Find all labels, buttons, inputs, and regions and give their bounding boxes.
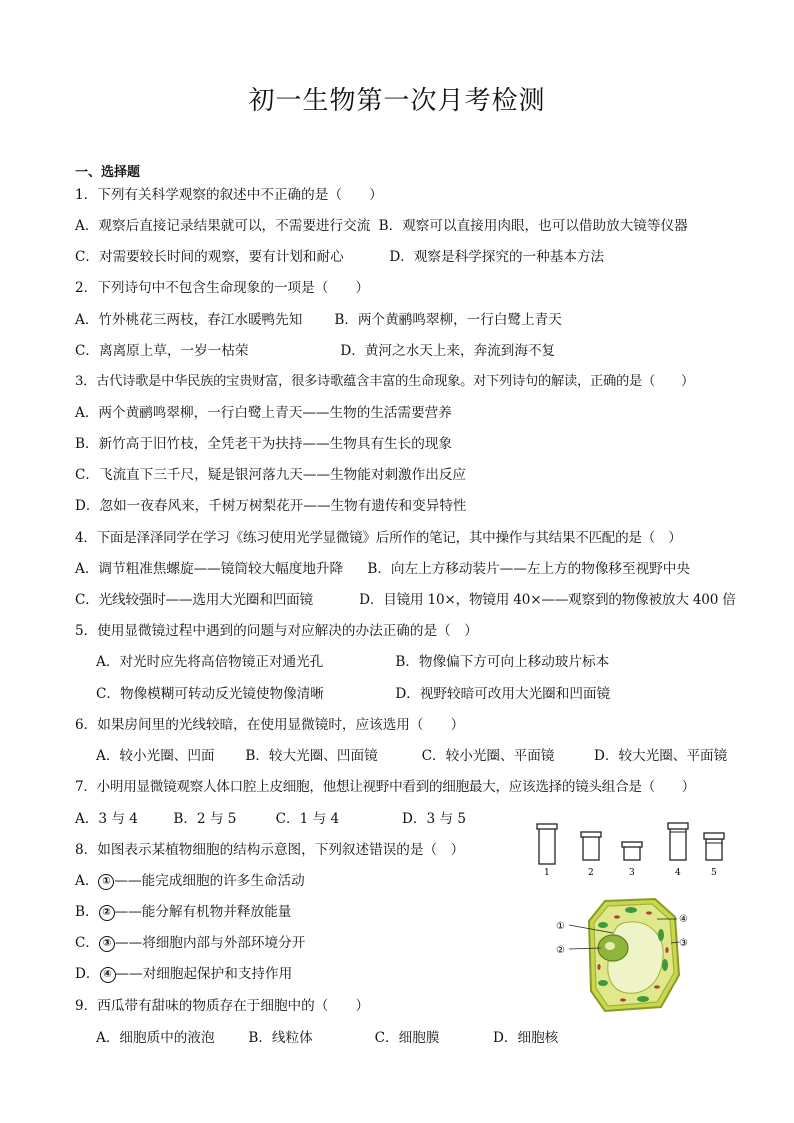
lens-4-icon xyxy=(668,823,688,860)
plant-cell-figure xyxy=(553,895,698,1015)
lens-2-icon xyxy=(581,832,601,860)
nucleolus xyxy=(605,942,615,950)
lens-5-icon xyxy=(704,833,724,860)
mitochondrion xyxy=(654,985,660,988)
chloroplast xyxy=(625,907,637,913)
question-9-stem: 9．西瓜带有甜味的物质存在于细胞中的（ ） xyxy=(75,998,370,1014)
question-3-option-b[interactable]: B．新竹高于旧竹枝，全凭老干为扶持——生物具有生长的现象 xyxy=(75,436,453,452)
question-2-option-a[interactable]: A．竹外桃花三两枝，春江水暖鸭先知 xyxy=(75,312,303,328)
lens-label-2: 2 xyxy=(588,868,594,878)
mitochondrion xyxy=(665,947,668,953)
marker-3: ③ xyxy=(99,936,115,952)
question-7-stem: 7．小明用显微镜观察人体口腔上皮细胞，他想让视野中看到的细胞最大，应该选择的镜头组合是（ ） xyxy=(75,779,695,795)
question-9-option-a[interactable]: A．细胞质中的液泡 xyxy=(96,1030,215,1046)
question-9-option-d[interactable]: D．细胞核 xyxy=(492,1030,559,1046)
question-1-stem: 1．下列有关科学观察的叙述中不正确的是（ ） xyxy=(75,187,383,203)
lens-1-icon xyxy=(537,824,557,864)
question-8-option-c[interactable] xyxy=(75,934,305,952)
lens-label-3: 3 xyxy=(629,868,635,878)
question-5-option-d[interactable]: D．视野较暗可改用大光圈和凹面镜 xyxy=(395,686,611,702)
section-heading: 一、选择题 xyxy=(75,165,141,180)
question-5-options-row2 xyxy=(96,685,610,703)
marker-4: ④ xyxy=(100,967,116,983)
question-7-option-b[interactable]: B．2 与 5 xyxy=(173,811,237,827)
question-1-options-row1 xyxy=(75,217,688,235)
lens-label-1: 1 xyxy=(544,868,550,878)
chloroplast xyxy=(658,929,664,941)
mitochondrion xyxy=(597,964,600,970)
question-4-option-d[interactable]: D．目镜用 10×，物镜用 40×——观察到的物像被放大 400 倍 xyxy=(359,592,736,608)
question-8-option-d[interactable] xyxy=(75,965,292,983)
question-2-option-c[interactable]: C．离离原上草，一岁一枯荣 xyxy=(75,343,249,359)
question-8-option-a[interactable] xyxy=(75,872,305,890)
question-6-options xyxy=(96,747,727,765)
option-text: ——能完成细胞的许多生命活动 xyxy=(114,873,305,889)
question-6-option-c[interactable]: C．较小光圈、平面镜 xyxy=(421,748,555,764)
question-8-option-b[interactable] xyxy=(75,903,291,921)
question-1-option-c[interactable]: C．对需要较长时间的观察，要有计划和耐心 xyxy=(75,249,344,265)
question-4-options-row1 xyxy=(75,560,690,578)
page-title: 初一生物第一次月考检测 xyxy=(248,86,546,116)
option-letter: A． xyxy=(75,873,99,889)
option-letter: C． xyxy=(75,935,99,951)
chloroplast xyxy=(662,959,668,971)
question-2-option-d[interactable]: D．黄河之水天上来，奔流到海不复 xyxy=(340,343,556,359)
option-letter: B． xyxy=(75,904,99,920)
question-7-option-c[interactable]: C．1 与 4 xyxy=(275,811,340,827)
question-9-option-c[interactable]: C．细胞膜 xyxy=(374,1030,440,1046)
mitochondrion xyxy=(614,915,620,918)
mitochondrion xyxy=(620,998,626,1001)
cell-label-2: ② xyxy=(556,945,565,956)
lens-label-4: 4 xyxy=(675,868,681,878)
question-6-option-b[interactable]: B．较大光圈、凹面镜 xyxy=(245,748,378,764)
question-6-stem: 6．如果房间里的光线较暗，在使用显微镜时，应该选用（ ） xyxy=(75,717,465,733)
question-4-stem: 4．下面是泽泽同学在学习《练习使用光学显微镜》后所作的笔记，其中操作与其结果不匹配的是（ ） xyxy=(75,530,682,546)
question-5-options-row1 xyxy=(96,653,609,671)
question-2-stem: 2．下列诗句中不包含生命现象的一项是（ ） xyxy=(75,280,370,296)
cell-label-1: ① xyxy=(556,921,565,932)
option-letter: D． xyxy=(75,966,100,982)
lens-figure xyxy=(535,822,735,880)
option-text: ——能分解有机物并释放能量 xyxy=(114,904,292,920)
question-4-option-b[interactable]: B．向左上方移动装片——左上方的物像移至视野中央 xyxy=(367,561,690,577)
question-5-option-b[interactable]: B．物像偏下方可向上移动玻片标本 xyxy=(395,654,610,670)
question-5-stem: 5．使用显微镜过程中遇到的问题与对应解决的办法正确的是（ ） xyxy=(75,623,478,639)
question-4-options-row2 xyxy=(75,591,736,609)
question-3-option-d[interactable]: D．忽如一夜春风来，千树万树梨花开——生物有遗传和变异特性 xyxy=(75,498,467,514)
question-7-option-d[interactable]: D．3 与 5 xyxy=(401,811,467,827)
question-9-option-b[interactable]: B．线粒体 xyxy=(248,1030,313,1046)
question-2-option-b[interactable]: B．两个黄鹂鸣翠柳，一行白鹭上青天 xyxy=(334,312,562,328)
chloroplast xyxy=(637,996,649,1002)
option-text: ——对细胞起保护和支持作用 xyxy=(115,966,293,982)
question-2-options-row2 xyxy=(75,342,555,360)
question-7-option-a[interactable]: A．3 与 4 xyxy=(75,811,138,827)
marker-2: ② xyxy=(99,905,115,921)
option-text: ——将细胞内部与外部环境分开 xyxy=(115,935,306,951)
marker-1: ① xyxy=(98,874,114,890)
question-2-options-row1 xyxy=(75,311,562,329)
cell-label-4: ④ xyxy=(679,914,688,925)
question-6-option-a[interactable]: A．较小光圈、凹面 xyxy=(96,748,215,764)
question-3-option-c[interactable]: C．飞流直下三千尺，疑是银河落九天——生物能对刺激作出反应 xyxy=(75,467,467,483)
question-5-option-c[interactable]: C．物像模糊可转动反光镜使物像清晰 xyxy=(96,686,324,702)
question-1-options-row2 xyxy=(75,248,604,266)
cell-label-3: ③ xyxy=(679,938,688,949)
question-7-options xyxy=(75,810,466,828)
question-5-option-a[interactable]: A．对光时应先将高倍物镜正对通光孔 xyxy=(96,654,324,670)
question-3-stem: 3．古代诗歌是中华民族的宝贵财富，很多诗歌蕴含丰富的生命现象。对下列诗句的解读，正确的是（ ） xyxy=(75,374,695,389)
question-1-option-a[interactable]: A．观察后直接记录结果就可以，不需要进行交流 xyxy=(75,218,371,234)
question-9-options xyxy=(96,1029,558,1047)
question-4-option-c[interactable]: C．光线较强时——选用大光圈和凹面镜 xyxy=(75,592,313,608)
question-3-option-a[interactable]: A．两个黄鹂鸣翠柳，一行白鹭上青天——生物的生活需要营养 xyxy=(75,405,452,421)
lens-label-5: 5 xyxy=(711,868,717,878)
question-6-option-d[interactable]: D．较大光圈、平面镜 xyxy=(593,748,728,764)
chloroplast xyxy=(598,922,608,928)
question-1-option-b[interactable]: B．观察可以直接用肉眼，也可以借助放大镜等仪器 xyxy=(378,218,688,234)
lens-3-icon xyxy=(622,842,642,860)
question-4-option-a[interactable]: A．调节粗准焦螺旋——镜筒较大幅度地升降 xyxy=(75,561,344,577)
question-8-stem: 8．如图表示某植物细胞的结构示意图，下列叙述错误的是（ ） xyxy=(75,842,465,858)
chloroplast xyxy=(598,980,608,986)
mitochondrion xyxy=(646,911,652,914)
question-1-option-d[interactable]: D．观察是科学探究的一种基本方法 xyxy=(389,249,605,265)
